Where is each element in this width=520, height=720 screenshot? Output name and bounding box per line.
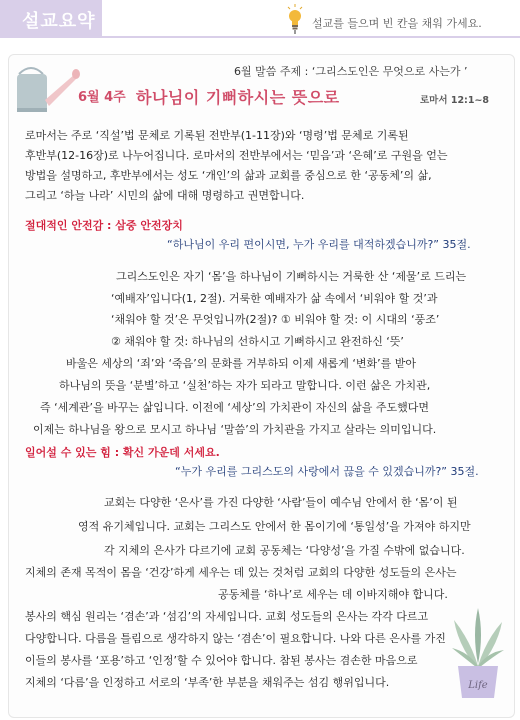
section2-line: 지체의 ‘다름’을 인정하고 서로의 ‘부족’한 부분을 채워주는 섬김 행위입니다. (25, 676, 390, 689)
section2-line: 교회는 다양한 ‘은사’를 가진 다양한 ‘사람’들이 예수님 안에서 한 ‘몸’이 된 (104, 496, 458, 509)
section2-quote: “누가 우리를 그리스도의 사랑에서 끊을 수 있겠습니까?” 35절. (175, 465, 479, 478)
pot-label: Life (468, 680, 488, 691)
section1-line: ‘예배자’입니다(1, 2절). 거룩한 예배자가 삶 속에서 ‘비워야 할 것’과 (111, 292, 438, 305)
section1-line: 하나님의 뜻을 ‘분별’하고 ‘실천’하는 자가 되라고 말합니다. 이런 삶은 가치관, (59, 379, 431, 392)
section1-line: ‘채워야 할 것’은 무엇입니까(2절)? ① 비워야 할 것: 이 시대의 ‘풍조’ (111, 313, 440, 326)
monthly-theme: 6월 말씀 주제 : ‘그리스도인은 무엇으로 사는가 ’ (234, 65, 468, 78)
lightbulb-icon (286, 4, 304, 34)
potted-plant-icon (448, 604, 508, 700)
section1-quote: “하나님이 우리 편이시면, 누가 우리를 대적하겠습니까?” 35절. (167, 238, 471, 251)
intro-line: 방법을 설명하고, 후반부에서는 성도 ‘개인’의 삶과 교회를 중심으로 한 ‘공동체’의 삶, (25, 169, 432, 182)
intro-line: 후반부(12-16장)로 나누어집니다. 로마서의 전반부에서는 ‘믿음’과 ‘은혜’로 구원을 얻는 (25, 149, 448, 162)
header-line (0, 36, 520, 38)
section1-heading: 절대적인 안전감 : 삼중 안전장치 (25, 219, 183, 232)
section1-line: 이제는 하나님을 왕으로 모시고 하나님 ‘말씀’의 가치관을 가지고 살라는 의미입니다. (33, 423, 437, 436)
section2-heading: 일어설 수 있는 힘 : 확신 가운데 서세요. (25, 446, 220, 459)
sermon-title: 하나님이 기뻐하시는 뜻으로 (136, 88, 340, 107)
section1-line: 그리스도인은 자기 ‘몸’을 하나님이 기뻐하시는 거룩한 산 ‘제물’로 드리는 (116, 270, 467, 283)
section2-line: 지체의 존재 목적이 몸을 ‘건강’하게 세우는 데 있는 것처럼 교회의 다양한 성도들의 은사는 (25, 566, 457, 579)
page-title: 설교요약 (22, 11, 96, 32)
section2-line: 이들의 봉사를 ‘포용’하고 ‘인정’할 수 있어야 합니다. 참된 봉사는 겸손한 마음으로 (25, 654, 418, 667)
section2-line: 다양합니다. 다름을 틀림으로 생각하지 않는 ‘겸손’이 필요합니다. 나와 다른 은사를 가진 (25, 632, 446, 645)
sermon-week: 6월 4주 (78, 90, 126, 105)
section1-line: 즉 ‘세계관’을 바꾸는 삶입니다. 이전에 ‘세상’의 가치관이 자신의 삶을 주도했다면 (40, 401, 429, 414)
section2-line: 봉사의 핵심 원리는 ‘겸손’과 ‘섬김’의 자세입니다. 교회 성도들의 은사는 각각 다르고 (25, 610, 429, 623)
header-tagline: 설교를 들으며 빈 칸을 채워 가세요. (312, 17, 482, 30)
section2-line: 영적 유기체입니다. 교회는 그리스도 안에서 한 몸이기에 ‘통일성’을 가져야 하지만 (78, 520, 471, 533)
intro-line: 그리고 ‘하늘 나라’ 시민의 삶에 대해 명령하고 권면합니다. (25, 189, 305, 202)
header (0, 0, 520, 44)
scripture-passage: 로마서 12:1~8 (420, 95, 490, 106)
watering-can-icon (5, 60, 81, 118)
section2-line: 공동체를 ‘하나’로 세우는 데 이바지해야 합니다. (218, 588, 448, 601)
section1-line: 바울은 세상의 ‘죄’와 ‘죽음’의 문화를 거부하되 이제 새롭게 ‘변화’를 받아 (66, 357, 416, 370)
section1-line: ② 채워야 할 것: 하나님의 선하시고 기뻐하시고 완전하신 ‘뜻’ (111, 335, 404, 348)
section2-line: 각 지체의 은사가 다르기에 교회 공동체는 ‘다양성’을 가질 수밖에 없습니다. (104, 544, 465, 557)
intro-line: 로마서는 주로 ‘직설’법 문체로 기록된 전반부(1-11장)와 ‘명령’법 문체로 기록된 (25, 129, 409, 142)
